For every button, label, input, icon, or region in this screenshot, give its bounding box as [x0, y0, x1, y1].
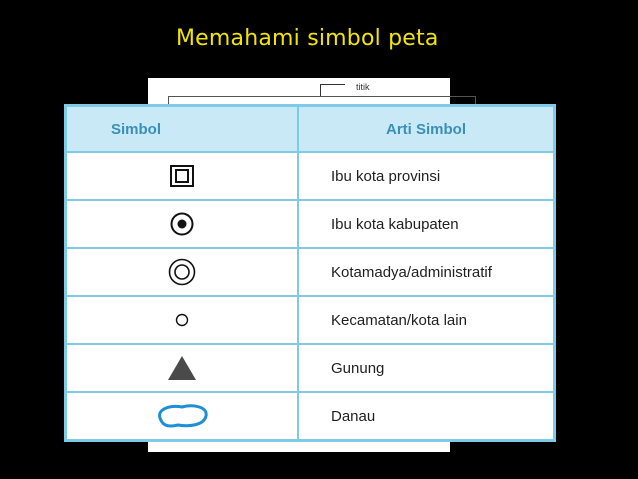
meaning-cell: Ibu kota provinsi [298, 152, 555, 200]
double-circle-icon [167, 257, 197, 287]
symbol-cell [66, 200, 299, 248]
header-symbol: Simbol [66, 106, 299, 153]
table-row [66, 248, 555, 296]
meaning-cell: Kecamatan/kota lain [298, 296, 555, 344]
table-row [66, 296, 555, 344]
symbol-cell [66, 344, 299, 392]
small-circle-icon [174, 312, 190, 328]
meaning-cell: Danau [298, 392, 555, 441]
symbol-cell [66, 296, 299, 344]
table-row [66, 200, 555, 248]
dotted-circle-icon [169, 211, 195, 237]
triangle-icon [167, 355, 197, 381]
symbol-cell [66, 248, 299, 296]
symbol-legend-table [64, 104, 556, 442]
table-header-row [66, 106, 555, 153]
symbol-cell [66, 392, 299, 441]
table-row [66, 344, 555, 392]
double-square-icon [169, 164, 195, 188]
meaning-cell: Ibu kota kabupaten [298, 200, 555, 248]
table-row [66, 152, 555, 200]
header-meaning: Arti Simbol [298, 106, 555, 153]
meaning-cell: Kotamadya/administratif [298, 248, 555, 296]
meaning-cell: Gunung [298, 344, 555, 392]
table-row [66, 392, 555, 441]
slide-title: Memahami simbol peta [176, 26, 439, 51]
lake-outline-icon [154, 401, 210, 431]
background-label: titik [356, 82, 370, 92]
symbol-cell [66, 152, 299, 200]
